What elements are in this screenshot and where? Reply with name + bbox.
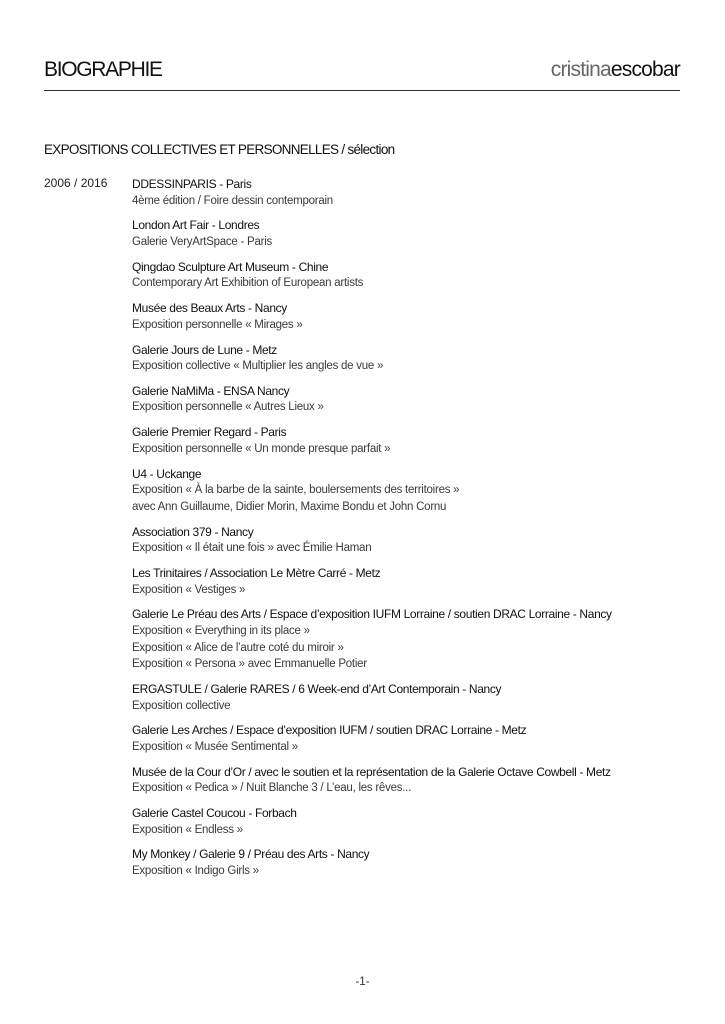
exhibition-venue: Galerie Le Préau des Arts / Espace d’exposition IUFM Lorraine / soutien DRAC Lorraine - Nancy xyxy=(132,607,612,622)
exhibition-venue: Association 379 - Nancy xyxy=(132,524,254,539)
exhibition-venue: ERGASTULE / Galerie RARES / 6 Week-end d’Art Contemporain - Nancy xyxy=(132,681,502,696)
artist-first-name: cristina xyxy=(550,58,611,81)
exhibition-venue: Les Trinitaires / Association Le Mètre Carré - Metz xyxy=(132,565,381,580)
exhibition-detail: Exposition « Persona » avec Emmanuelle Potier xyxy=(132,658,367,671)
exhibition-venue: Galerie Premier Regard - Paris xyxy=(132,425,287,440)
exhibition-detail: Exposition « Vestiges » xyxy=(132,583,246,596)
exhibition-venue: Galerie Castel Coucou - Forbach xyxy=(132,806,297,821)
page-header xyxy=(44,56,680,91)
exhibition-entry xyxy=(132,722,692,755)
exhibition-venue: Galerie NaMiMa - ENSA Nancy xyxy=(132,383,290,398)
exhibition-detail: Exposition personnelle « Autres Lieux » xyxy=(132,401,324,414)
exhibition-detail: Exposition personnelle « Un monde presque parfait » xyxy=(132,442,391,455)
exhibition-entry xyxy=(132,466,692,516)
exhibition-venue: Musée des Beaux Arts - Nancy xyxy=(132,301,287,316)
exhibition-detail: Exposition collective xyxy=(132,699,231,712)
page-number: -1- xyxy=(355,976,370,988)
page-title: BIOGRAPHIE xyxy=(44,58,162,81)
exhibition-detail: Galerie VeryArtSpace - Paris xyxy=(132,235,273,248)
exhibition-detail: Exposition « Everything in its place » xyxy=(132,624,310,637)
exhibition-venue: Qingdao Sculpture Art Museum - Chine xyxy=(132,259,329,274)
exhibition-detail: Exposition « Indigo Girls » xyxy=(132,865,259,877)
exhibition-detail: Exposition « Pedica » / Nuit Blanche 3 / L’eau, les rêves... xyxy=(132,782,412,795)
exhibition-entry xyxy=(132,846,692,879)
exhibition-entry xyxy=(132,300,692,333)
exhibition-detail: Exposition « À la barbe de la sainte, boulersements des territoires » xyxy=(132,484,460,497)
exhibition-entry xyxy=(132,342,692,375)
section-title: EXPOSITIONS COLLECTIVES ET PERSONNELLES / sélection xyxy=(44,142,395,157)
exhibition-entry xyxy=(132,805,692,838)
exhibition-detail: Contemporary Art Exhibition of European artists xyxy=(132,277,364,290)
exhibition-entry xyxy=(132,383,692,416)
exhibition-detail: Exposition « Il était une fois » avec Émilie Haman xyxy=(132,542,372,555)
exhibition-detail: avec Ann Guillaume, Didier Morin, Maxime Bondu et John Cornu xyxy=(132,500,447,513)
exhibition-entry xyxy=(132,424,692,457)
period-label: 2006 / 2016 xyxy=(44,176,108,190)
artist-last-name: escobar xyxy=(610,58,680,81)
exhibition-detail: Exposition « Endless » xyxy=(132,823,243,836)
artist-name xyxy=(551,58,680,82)
exhibition-detail: 4ème édition / Foire dessin contemporain xyxy=(132,194,333,207)
exhibition-venue: U4 - Uckange xyxy=(132,466,202,481)
exhibition-venue: My Monkey / Galerie 9 / Préau des Arts - Nancy xyxy=(132,847,370,862)
exhibition-entry xyxy=(132,681,692,714)
exhibition-venue: Musée de la Cour d’Or / avec le soutien et la représentation de la Galerie Octave Cowbell - Metz xyxy=(132,764,611,779)
exhibition-venue: Galerie Jours de Lune - Metz xyxy=(132,342,277,357)
exhibition-entry xyxy=(132,565,692,598)
exhibition-entry xyxy=(132,259,692,292)
exhibition-entry xyxy=(132,217,692,250)
exhibition-entry xyxy=(132,524,692,557)
exhibition-venue: DDESSINPARIS - Paris xyxy=(132,177,252,191)
exhibition-detail: Exposition collective « Multiplier les angles de vue » xyxy=(132,360,384,373)
exhibition-entry xyxy=(132,606,692,672)
exhibition-entry xyxy=(132,764,692,797)
exhibition-list xyxy=(132,176,692,888)
exhibition-detail: Exposition personnelle « Mirages » xyxy=(132,318,303,331)
exhibition-venue: Galerie Les Arches / Espace d’exposition IUFM / soutien DRAC Lorraine - Metz xyxy=(132,723,527,738)
exhibition-detail: Exposition « Alice de l’autre coté du miroir » xyxy=(132,641,344,654)
exhibition-venue: London Art Fair - Londres xyxy=(132,218,260,233)
exhibition-detail: Exposition « Musée Sentimental » xyxy=(132,740,298,753)
exhibition-entry xyxy=(132,176,692,209)
